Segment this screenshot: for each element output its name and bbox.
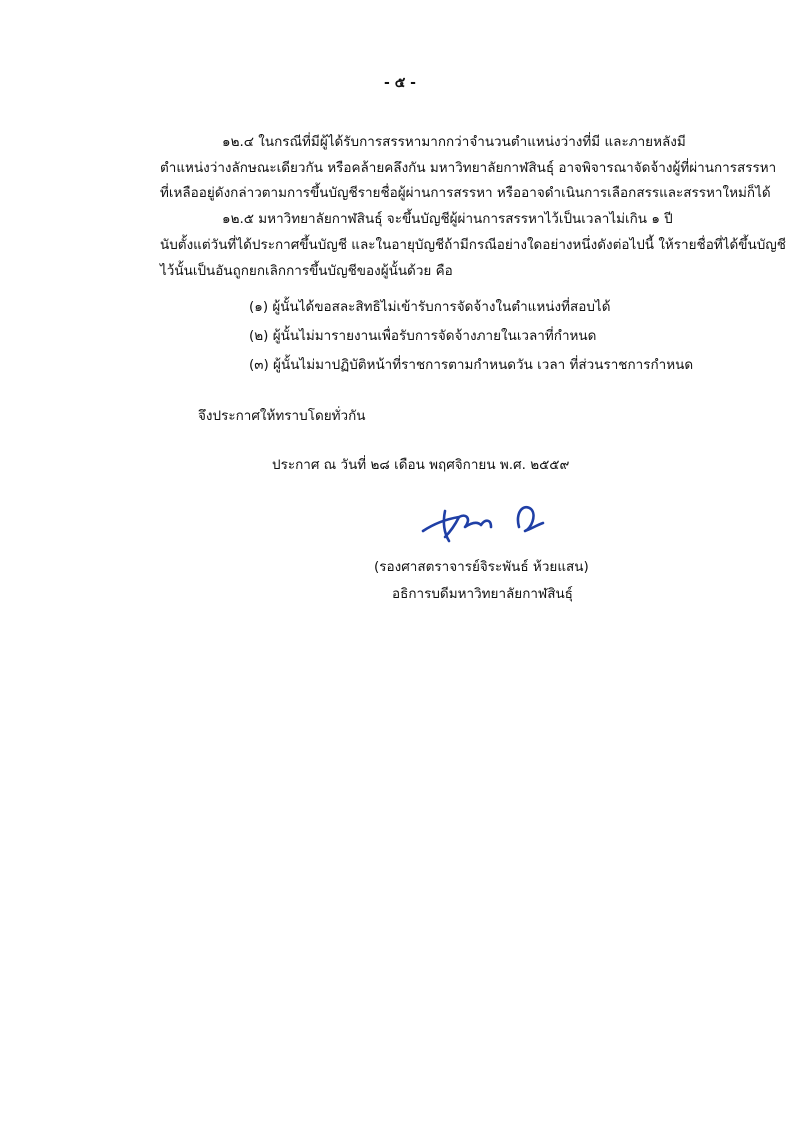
clause-12-5-line-3: ไว้นั้นเป็นอันถูกยกเลิกการขึ้นบัญชีของผู้นั้นด้วย คือ [160,263,453,279]
clause-12-5-line-2: นับตั้งแต่วันที่ได้ประกาศขึ้นบัญชี และในอายุบัญชีถ้ามีกรณีอย่างใดอย่างหนึ่งดังต่อไปนี้ ให้รายชื่อที่ได้ขึ้นบัญชี [160,237,786,253]
signer-title: อธิการบดีมหาวิทยาลัยกาฬสินธุ์ [392,586,573,602]
signer-name: (รองศาสตราจารย์จิระพันธ์ ห้วยแสน) [374,559,589,575]
list-item-3: (๓) ผู้นั้นไม่มาปฏิบัติหน้าที่ราชการตามกำหนดวัน เวลา ที่ส่วนราชการกำหนด [249,357,694,373]
handwritten-signature [415,497,555,545]
list-item-2: (๒) ผู้นั้นไม่มารายงานเพื่อรับการจัดจ้างภายในเวลาที่กำหนด [249,328,597,344]
clause-12-4-line-1: ๑๒.๔ ในกรณีที่มีผู้ได้รับการสรรหามากกว่าจำนวนตำแหน่งว่างที่มี และภายหลังมี [222,134,686,150]
clause-12-5-line-1: ๑๒.๕ มหาวิทยาลัยกาฬสินธุ์ จะขึ้นบัญชีผู้ผ่านการสรรหาไว้เป็นเวลาไม่เกิน ๑ ปี [222,211,673,227]
announcement-line: จึงประกาศให้ทราบโดยทั่วกัน [198,408,366,424]
list-item-1: (๑) ผู้นั้นได้ขอสละสิทธิไม่เข้ารับการจัดจ้างในตำแหน่งที่สอบได้ [249,299,611,315]
clause-12-4-line-2: ตำแหน่งว่างลักษณะเดียวกัน หรือคล้ายคลึงกัน มหาวิทยาลัยกาฬสินธุ์ อาจพิจารณาจัดจ้างผู้ที่ผ่านการสรรหา [160,160,777,176]
page-number: - ๕ - [384,75,416,91]
date-line: ประกาศ ณ วันที่ ๒๘ เดือน พฤศจิกายน พ.ศ. ๒๕๕๙ [272,457,570,473]
clause-12-4-line-3: ที่เหลืออยู่ดังกล่าวตามการขึ้นบัญชีรายชื่อผู้ผ่านการสรรหา หรืออาจดำเนินการเลือกสรรและสรรหาใหม่ก็ได้ [160,185,771,201]
